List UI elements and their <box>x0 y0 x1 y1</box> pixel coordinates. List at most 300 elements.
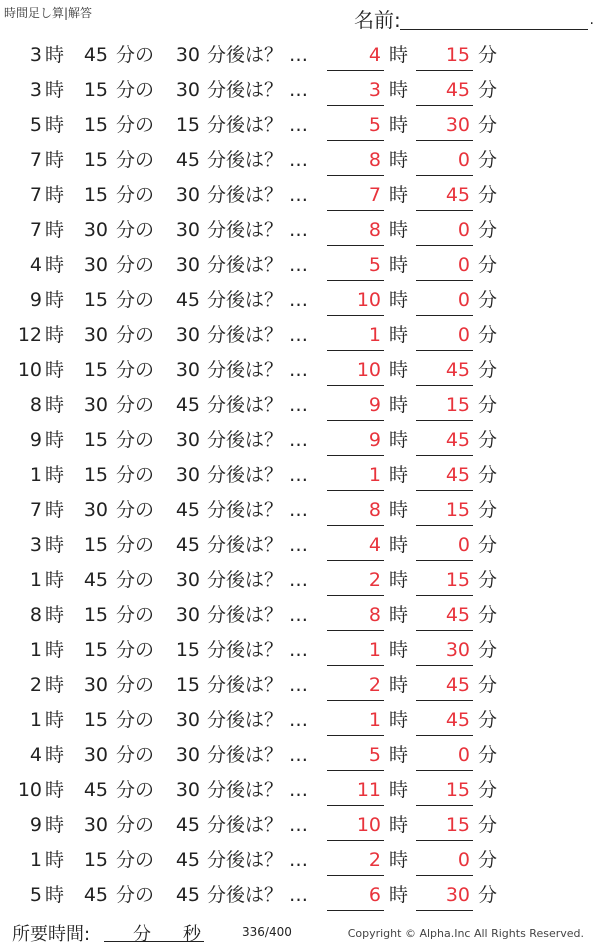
answer-minute-label: 分 <box>478 114 498 136</box>
question-suffix: 分後は？ … <box>207 674 309 696</box>
answer-minute: 45 <box>445 429 470 451</box>
problem-row <box>0 423 600 458</box>
answer-hour-blank[interactable] <box>327 315 384 316</box>
hour-label: 時 <box>45 604 65 626</box>
hour-label: 時 <box>45 394 65 416</box>
answer-minute-label: 分 <box>478 324 498 346</box>
problem-list <box>0 38 600 913</box>
start-hour: 8 <box>29 604 42 626</box>
answer-hour-blank[interactable] <box>327 490 384 491</box>
minute-of-label: 分の <box>116 79 155 101</box>
question-suffix: 分後は？ … <box>207 79 309 101</box>
question-suffix: 分後は？ … <box>207 324 309 346</box>
minute-of-label: 分の <box>116 849 155 871</box>
start-minute: 15 <box>83 289 108 311</box>
answer-hour: 11 <box>356 779 381 801</box>
answer-hour-label: 時 <box>389 744 409 766</box>
answer-hour-blank[interactable] <box>327 630 384 631</box>
name-underline <box>400 29 588 30</box>
answer-hour: 9 <box>368 394 381 416</box>
added-minutes: 30 <box>175 254 200 276</box>
hour-label: 時 <box>45 464 65 486</box>
problem-row <box>0 318 600 353</box>
hour-label: 時 <box>45 44 65 66</box>
answer-minute: 45 <box>445 79 470 101</box>
answer-minute: 0 <box>457 849 470 871</box>
minute-of-label: 分の <box>116 709 155 731</box>
minute-of-label: 分の <box>116 814 155 836</box>
start-minute: 15 <box>83 534 108 556</box>
start-hour: 9 <box>29 814 42 836</box>
answer-hour-label: 時 <box>389 464 409 486</box>
hour-label: 時 <box>45 324 65 346</box>
answer-hour: 2 <box>368 674 381 696</box>
answer-minute-label: 分 <box>478 884 498 906</box>
copyright: Copyright © Alpha.Inc All Rights Reserved. <box>347 927 584 940</box>
minute-of-label: 分の <box>116 429 155 451</box>
added-minutes: 30 <box>175 79 200 101</box>
answer-hour-label: 時 <box>389 184 409 206</box>
problem-row <box>0 808 600 843</box>
added-minutes: 30 <box>175 44 200 66</box>
answer-hour-blank[interactable] <box>327 840 384 841</box>
answer-minute: 0 <box>457 149 470 171</box>
added-minutes: 30 <box>175 429 200 451</box>
answer-hour-label: 時 <box>389 814 409 836</box>
answer-hour: 2 <box>368 849 381 871</box>
answer-hour-label: 時 <box>389 534 409 556</box>
start-minute: 30 <box>83 499 108 521</box>
answer-hour-label: 時 <box>389 779 409 801</box>
question-suffix: 分後は？ … <box>207 884 309 906</box>
start-hour: 10 <box>17 359 42 381</box>
answer-minute: 30 <box>445 114 470 136</box>
answer-hour-blank[interactable] <box>327 350 384 351</box>
hour-label: 時 <box>45 814 65 836</box>
minute-of-label: 分の <box>116 44 155 66</box>
minute-of-label: 分の <box>116 604 155 626</box>
minute-of-label: 分の <box>116 149 155 171</box>
start-hour: 3 <box>29 534 42 556</box>
answer-minute-label: 分 <box>478 779 498 801</box>
question-suffix: 分後は？ … <box>207 464 309 486</box>
answer-minute-label: 分 <box>478 499 498 521</box>
answer-hour: 8 <box>368 604 381 626</box>
answer-minute: 30 <box>445 639 470 661</box>
added-minutes: 15 <box>175 114 200 136</box>
answer-hour-blank[interactable] <box>327 595 384 596</box>
name-label: 名前: <box>354 8 401 32</box>
start-minute: 45 <box>83 884 108 906</box>
answer-hour: 1 <box>368 324 381 346</box>
answer-minute: 45 <box>445 674 470 696</box>
answer-minute-blank[interactable] <box>416 490 473 491</box>
answer-hour-blank[interactable] <box>327 665 384 666</box>
problem-row <box>0 773 600 808</box>
answer-minute-label: 分 <box>478 44 498 66</box>
answer-hour-label: 時 <box>389 639 409 661</box>
start-hour: 4 <box>29 254 42 276</box>
hour-label: 時 <box>45 219 65 241</box>
answer-minute: 15 <box>445 44 470 66</box>
question-suffix: 分後は？ … <box>207 744 309 766</box>
minute-of-label: 分の <box>116 394 155 416</box>
added-minutes: 45 <box>175 884 200 906</box>
problem-row <box>0 108 600 143</box>
start-minute: 15 <box>83 709 108 731</box>
start-minute: 15 <box>83 639 108 661</box>
answer-minute-blank[interactable] <box>416 630 473 631</box>
answer-hour: 5 <box>368 744 381 766</box>
problem-row <box>0 388 600 423</box>
answer-minute-blank[interactable] <box>416 105 473 106</box>
minute-of-label: 分の <box>116 884 155 906</box>
minute-of-label: 分の <box>116 184 155 206</box>
start-hour: 7 <box>29 219 42 241</box>
added-minutes: 45 <box>175 149 200 171</box>
start-hour: 5 <box>29 884 42 906</box>
hour-label: 時 <box>45 499 65 521</box>
answer-hour-blank[interactable] <box>327 420 384 421</box>
hour-label: 時 <box>45 79 65 101</box>
added-minutes: 15 <box>175 674 200 696</box>
start-hour: 1 <box>29 709 42 731</box>
minute-of-label: 分の <box>116 219 155 241</box>
answer-minute-blank[interactable] <box>416 735 473 736</box>
answer-minute-blank[interactable] <box>416 70 473 71</box>
answer-hour-label: 時 <box>389 149 409 171</box>
answer-hour: 1 <box>368 464 381 486</box>
question-suffix: 分後は？ … <box>207 639 309 661</box>
answer-minute-blank[interactable] <box>416 770 473 771</box>
start-minute: 30 <box>83 394 108 416</box>
answer-hour-blank[interactable] <box>327 175 384 176</box>
answer-minute-blank[interactable] <box>416 245 473 246</box>
minute-of-label: 分の <box>116 499 155 521</box>
answer-hour-label: 時 <box>389 429 409 451</box>
answer-minute-label: 分 <box>478 744 498 766</box>
problem-row <box>0 73 600 108</box>
problem-row <box>0 283 600 318</box>
question-suffix: 分後は？ … <box>207 114 309 136</box>
answer-minute-blank[interactable] <box>416 805 473 806</box>
problem-row <box>0 248 600 283</box>
answer-minute: 0 <box>457 289 470 311</box>
answer-hour: 3 <box>368 79 381 101</box>
answer-minute-blank[interactable] <box>416 280 473 281</box>
minute-of-label: 分の <box>116 639 155 661</box>
answer-minute-blank[interactable] <box>416 140 473 141</box>
start-hour: 3 <box>29 79 42 101</box>
problem-row <box>0 703 600 738</box>
answer-minute-blank[interactable] <box>416 560 473 561</box>
added-minutes: 30 <box>175 709 200 731</box>
answer-minute-label: 分 <box>478 289 498 311</box>
start-hour: 8 <box>29 394 42 416</box>
start-hour: 9 <box>29 289 42 311</box>
hour-label: 時 <box>45 114 65 136</box>
added-minutes: 45 <box>175 394 200 416</box>
start-minute: 15 <box>83 114 108 136</box>
answer-minute-label: 分 <box>478 674 498 696</box>
added-minutes: 30 <box>175 464 200 486</box>
problem-row <box>0 213 600 248</box>
minute-of-label: 分の <box>116 359 155 381</box>
start-minute: 30 <box>83 324 108 346</box>
answer-hour-label: 時 <box>389 359 409 381</box>
answer-hour-label: 時 <box>389 674 409 696</box>
hour-label: 時 <box>45 779 65 801</box>
problem-row <box>0 178 600 213</box>
start-hour: 5 <box>29 114 42 136</box>
answer-minute-label: 分 <box>478 359 498 381</box>
answer-minute-label: 分 <box>478 569 498 591</box>
hour-label: 時 <box>45 709 65 731</box>
required-minutes-label: 分 <box>133 924 151 945</box>
answer-minute-blank[interactable] <box>416 210 473 211</box>
name-field[interactable] <box>354 4 594 32</box>
question-suffix: 分後は？ … <box>207 359 309 381</box>
answer-hour-blank[interactable] <box>327 140 384 141</box>
answer-minute: 15 <box>445 569 470 591</box>
answer-minute-label: 分 <box>478 604 498 626</box>
hour-label: 時 <box>45 429 65 451</box>
answer-hour-blank[interactable] <box>327 560 384 561</box>
start-hour: 3 <box>29 44 42 66</box>
minute-of-label: 分の <box>116 289 155 311</box>
answer-minute: 0 <box>457 254 470 276</box>
hour-label: 時 <box>45 184 65 206</box>
answer-minute: 45 <box>445 184 470 206</box>
answer-minute: 15 <box>445 394 470 416</box>
hour-label: 時 <box>45 569 65 591</box>
answer-hour-label: 時 <box>389 569 409 591</box>
answer-hour-blank[interactable] <box>327 455 384 456</box>
answer-minute: 0 <box>457 534 470 556</box>
question-suffix: 分後は？ … <box>207 394 309 416</box>
start-hour: 12 <box>17 324 42 346</box>
minute-of-label: 分の <box>116 324 155 346</box>
footer <box>0 920 600 949</box>
answer-hour-label: 時 <box>389 849 409 871</box>
start-minute: 15 <box>83 149 108 171</box>
question-suffix: 分後は？ … <box>207 254 309 276</box>
answer-minute: 45 <box>445 709 470 731</box>
start-minute: 15 <box>83 604 108 626</box>
answer-minute-label: 分 <box>478 849 498 871</box>
answer-minute-blank[interactable] <box>416 700 473 701</box>
problem-row <box>0 878 600 913</box>
answer-minute-blank[interactable] <box>416 840 473 841</box>
added-minutes: 30 <box>175 779 200 801</box>
question-suffix: 分後は？ … <box>207 604 309 626</box>
answer-hour: 2 <box>368 569 381 591</box>
start-hour: 1 <box>29 569 42 591</box>
answer-minute-label: 分 <box>478 814 498 836</box>
start-hour: 10 <box>17 779 42 801</box>
start-hour: 1 <box>29 639 42 661</box>
answer-hour-label: 時 <box>389 394 409 416</box>
start-minute: 15 <box>83 79 108 101</box>
question-suffix: 分後は？ … <box>207 814 309 836</box>
answer-minute: 0 <box>457 219 470 241</box>
answer-minute-label: 分 <box>478 464 498 486</box>
answer-minute-blank[interactable] <box>416 385 473 386</box>
problem-row <box>0 458 600 493</box>
start-minute: 30 <box>83 674 108 696</box>
answer-minute-label: 分 <box>478 149 498 171</box>
problem-row <box>0 38 600 73</box>
answer-hour-blank[interactable] <box>327 525 384 526</box>
answer-minute: 15 <box>445 779 470 801</box>
answer-hour-label: 時 <box>389 324 409 346</box>
problem-row <box>0 493 600 528</box>
hour-label: 時 <box>45 534 65 556</box>
question-suffix: 分後は？ … <box>207 779 309 801</box>
minute-of-label: 分の <box>116 464 155 486</box>
answer-hour-blank[interactable] <box>327 105 384 106</box>
added-minutes: 15 <box>175 639 200 661</box>
question-suffix: 分後は？ … <box>207 289 309 311</box>
answer-minute-blank[interactable] <box>416 595 473 596</box>
answer-hour-blank[interactable] <box>327 280 384 281</box>
start-minute: 45 <box>83 779 108 801</box>
answer-minute-blank[interactable] <box>416 910 473 911</box>
answer-minute: 45 <box>445 359 470 381</box>
answer-hour-blank[interactable] <box>327 385 384 386</box>
answer-minute-label: 分 <box>478 534 498 556</box>
answer-minute-blank[interactable] <box>416 665 473 666</box>
answer-minute-blank[interactable] <box>416 455 473 456</box>
answer-hour-label: 時 <box>389 289 409 311</box>
problem-row <box>0 738 600 773</box>
hour-label: 時 <box>45 289 65 311</box>
answer-minute: 15 <box>445 499 470 521</box>
answer-hour-blank[interactable] <box>327 210 384 211</box>
answer-minute-label: 分 <box>478 254 498 276</box>
start-minute: 15 <box>83 429 108 451</box>
added-minutes: 45 <box>175 534 200 556</box>
answer-minute-label: 分 <box>478 394 498 416</box>
name-end-dot: . <box>589 12 594 28</box>
start-hour: 7 <box>29 499 42 521</box>
answer-hour-label: 時 <box>389 884 409 906</box>
answer-hour: 8 <box>368 149 381 171</box>
answer-hour: 10 <box>356 814 381 836</box>
answer-hour: 4 <box>368 44 381 66</box>
answer-minute: 0 <box>457 324 470 346</box>
start-hour: 7 <box>29 184 42 206</box>
problem-row <box>0 528 600 563</box>
question-suffix: 分後は？ … <box>207 44 309 66</box>
answer-hour-blank[interactable] <box>327 805 384 806</box>
answer-hour-label: 時 <box>389 79 409 101</box>
answer-hour-label: 時 <box>389 254 409 276</box>
hour-label: 時 <box>45 884 65 906</box>
minute-of-label: 分の <box>116 254 155 276</box>
hour-label: 時 <box>45 254 65 276</box>
start-minute: 30 <box>83 254 108 276</box>
answer-hour-blank[interactable] <box>327 875 384 876</box>
start-hour: 1 <box>29 849 42 871</box>
start-minute: 15 <box>83 359 108 381</box>
added-minutes: 30 <box>175 744 200 766</box>
answer-minute-blank[interactable] <box>416 350 473 351</box>
answer-hour-blank[interactable] <box>327 735 384 736</box>
answer-hour-blank[interactable] <box>327 700 384 701</box>
required-seconds-label: 秒 <box>183 924 201 945</box>
answer-minute: 45 <box>445 604 470 626</box>
problem-row <box>0 353 600 388</box>
start-minute: 15 <box>83 464 108 486</box>
answer-minute-blank[interactable] <box>416 875 473 876</box>
answer-minute-blank[interactable] <box>416 525 473 526</box>
start-minute: 30 <box>83 814 108 836</box>
problem-row <box>0 668 600 703</box>
answer-hour-label: 時 <box>389 709 409 731</box>
answer-minute-blank[interactable] <box>416 420 473 421</box>
answer-hour-blank[interactable] <box>327 770 384 771</box>
answer-hour-label: 時 <box>389 44 409 66</box>
answer-hour: 6 <box>368 884 381 906</box>
start-minute: 45 <box>83 569 108 591</box>
hour-label: 時 <box>45 149 65 171</box>
answer-hour: 1 <box>368 709 381 731</box>
answer-minute-label: 分 <box>478 429 498 451</box>
added-minutes: 45 <box>175 289 200 311</box>
added-minutes: 30 <box>175 219 200 241</box>
answer-hour-blank[interactable] <box>327 245 384 246</box>
answer-hour: 4 <box>368 534 381 556</box>
required-time-label: 所要時間: <box>12 924 91 945</box>
answer-minute: 15 <box>445 814 470 836</box>
added-minutes: 45 <box>175 849 200 871</box>
question-suffix: 分後は？ … <box>207 534 309 556</box>
answer-minute-label: 分 <box>478 709 498 731</box>
question-suffix: 分後は？ … <box>207 709 309 731</box>
question-suffix: 分後は？ … <box>207 149 309 171</box>
added-minutes: 45 <box>175 814 200 836</box>
answer-minute-label: 分 <box>478 219 498 241</box>
minute-of-label: 分の <box>116 744 155 766</box>
question-suffix: 分後は？ … <box>207 569 309 591</box>
minute-of-label: 分の <box>116 534 155 556</box>
question-suffix: 分後は？ … <box>207 849 309 871</box>
hour-label: 時 <box>45 639 65 661</box>
answer-hour: 10 <box>356 289 381 311</box>
answer-hour-label: 時 <box>389 219 409 241</box>
minute-of-label: 分の <box>116 114 155 136</box>
question-suffix: 分後は？ … <box>207 429 309 451</box>
minute-of-label: 分の <box>116 569 155 591</box>
start-hour: 4 <box>29 744 42 766</box>
start-hour: 1 <box>29 464 42 486</box>
answer-minute-label: 分 <box>478 184 498 206</box>
answer-hour: 9 <box>368 429 381 451</box>
problem-row <box>0 598 600 633</box>
answer-hour-blank[interactable] <box>327 70 384 71</box>
answer-hour: 10 <box>356 359 381 381</box>
problem-row <box>0 143 600 178</box>
answer-minute-blank[interactable] <box>416 175 473 176</box>
answer-hour: 8 <box>368 499 381 521</box>
worksheet-title: 時間足し算|解答 <box>4 6 93 20</box>
answer-hour-blank[interactable] <box>327 910 384 911</box>
answer-hour: 5 <box>368 254 381 276</box>
answer-minute: 30 <box>445 884 470 906</box>
answer-minute: 0 <box>457 744 470 766</box>
answer-minute-blank[interactable] <box>416 315 473 316</box>
